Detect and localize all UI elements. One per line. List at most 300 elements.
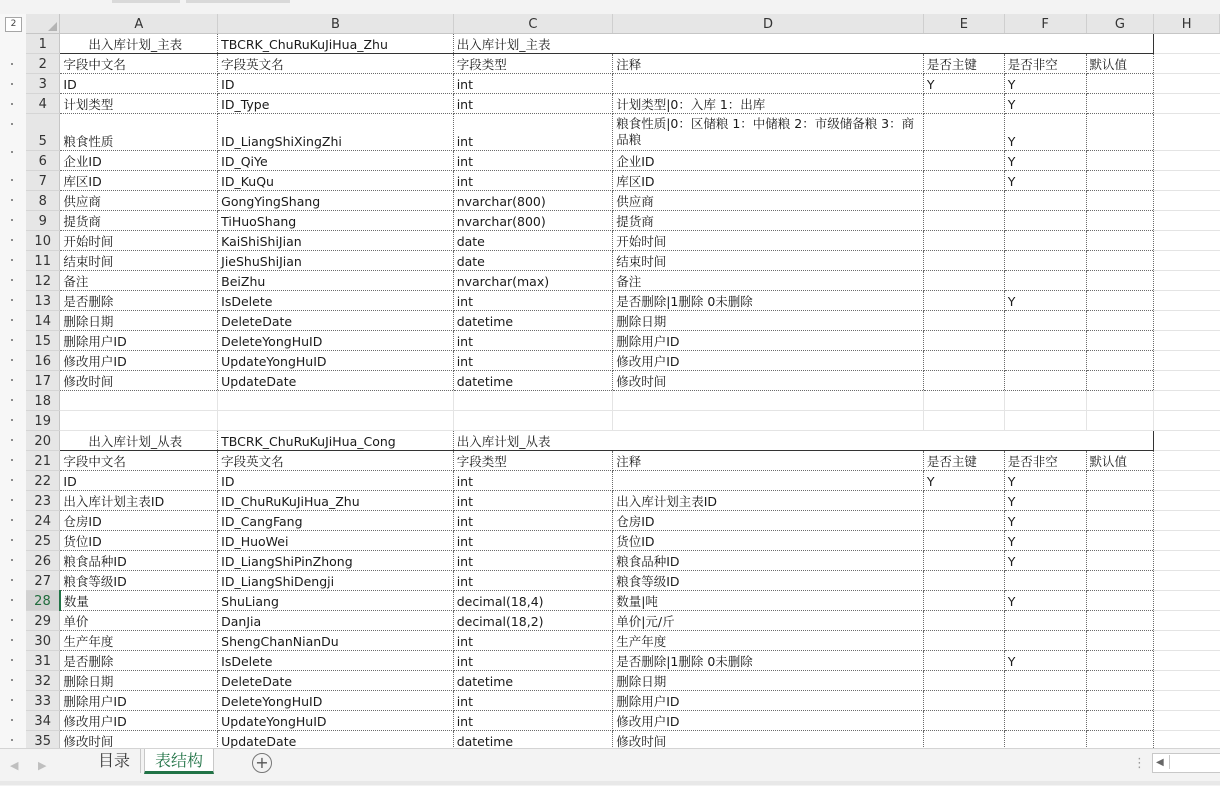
cell[interactable] (923, 311, 1004, 331)
cell[interactable] (923, 231, 1004, 251)
sheet-tab-directory[interactable]: 目录 (88, 749, 141, 773)
row-header[interactable]: 28 (26, 591, 60, 611)
cell[interactable]: 修改用户ID (60, 351, 218, 371)
cell[interactable] (1154, 54, 1220, 74)
cell[interactable]: 库区ID (60, 171, 218, 191)
header-cell[interactable]: 默认值 (1086, 451, 1154, 471)
cell[interactable]: Y (1004, 511, 1086, 531)
cell[interactable]: 删除日期 (613, 671, 924, 691)
cell[interactable]: int (453, 511, 613, 531)
cell[interactable]: 粮食等级ID (613, 571, 924, 591)
row-header[interactable]: 17 (26, 371, 60, 391)
cell[interactable] (1154, 691, 1220, 711)
cell[interactable]: 修改用户ID (60, 711, 218, 731)
triangle-left-icon[interactable]: ◀ (1156, 757, 1164, 768)
cell[interactable]: 删除日期 (60, 311, 218, 331)
cell[interactable]: 供应商 (613, 191, 924, 211)
row-header[interactable]: 27 (26, 571, 60, 591)
cell[interactable] (1086, 551, 1154, 571)
cell[interactable] (923, 391, 1004, 411)
cell[interactable]: Y (1004, 551, 1086, 571)
cell[interactable] (1086, 531, 1154, 551)
row-header[interactable]: 7 (26, 171, 60, 191)
cell[interactable]: Y (923, 471, 1004, 491)
cell[interactable]: 仓房ID (613, 511, 924, 531)
table-title-cell[interactable]: 出入库计划_从表 (453, 431, 1154, 451)
cell[interactable]: int (453, 531, 613, 551)
column-header[interactable]: B (218, 14, 454, 34)
cell[interactable]: IsDelete (218, 651, 454, 671)
cell[interactable] (1004, 411, 1086, 431)
cell[interactable] (1086, 651, 1154, 671)
cell[interactable]: 删除用户ID (60, 691, 218, 711)
cell[interactable]: 出入库计划主表ID (613, 491, 924, 511)
row-header[interactable]: 30 (26, 631, 60, 651)
cell[interactable]: ID (218, 471, 454, 491)
cell[interactable] (923, 651, 1004, 671)
row-header[interactable]: 8 (26, 191, 60, 211)
cell[interactable]: 开始时间 (60, 231, 218, 251)
cell[interactable]: UpdateYongHuID (218, 711, 454, 731)
cell[interactable] (1086, 731, 1154, 749)
cell[interactable] (923, 551, 1004, 571)
cell[interactable] (1086, 391, 1154, 411)
cell[interactable] (1154, 151, 1220, 171)
row-header[interactable]: 11 (26, 251, 60, 271)
cell[interactable]: 货位ID (613, 531, 924, 551)
cell[interactable] (1154, 251, 1220, 271)
header-cell[interactable]: 字段英文名 (218, 54, 454, 74)
cell[interactable] (1004, 571, 1086, 591)
cell[interactable] (1154, 531, 1220, 551)
cell[interactable]: 备注 (613, 271, 924, 291)
outline-level-button[interactable]: 2 (5, 17, 22, 32)
cell[interactable] (1154, 94, 1220, 114)
cell[interactable]: 出入库计划主表ID (60, 491, 218, 511)
cell[interactable]: Y (1004, 291, 1086, 311)
cell[interactable]: int (453, 94, 613, 114)
cell[interactable]: ID_LiangShiDengji (218, 571, 454, 591)
cell[interactable]: int (453, 151, 613, 171)
cell[interactable] (1004, 271, 1086, 291)
column-header[interactable]: H (1154, 14, 1220, 34)
cell[interactable] (1154, 74, 1220, 94)
row-header[interactable]: 20 (26, 431, 60, 451)
cell[interactable] (923, 691, 1004, 711)
cell[interactable] (1086, 94, 1154, 114)
cell[interactable] (1154, 231, 1220, 251)
table-title-cell[interactable]: TBCRK_ChuRuKuJiHua_Cong (218, 431, 454, 451)
cell[interactable]: BeiZhu (218, 271, 454, 291)
cell[interactable]: UpdateDate (218, 371, 454, 391)
cell[interactable]: ID_LiangShiXingZhi (218, 114, 454, 151)
plus-circle-icon[interactable]: + (252, 753, 272, 773)
cell[interactable]: Y (923, 74, 1004, 94)
row-header[interactable]: 24 (26, 511, 60, 531)
cell[interactable]: 删除用户ID (60, 331, 218, 351)
cell[interactable] (1086, 411, 1154, 431)
cell[interactable] (1086, 171, 1154, 191)
cell[interactable] (923, 571, 1004, 591)
row-header[interactable]: 26 (26, 551, 60, 571)
cell[interactable] (1086, 291, 1154, 311)
cell[interactable] (1154, 431, 1220, 451)
cell[interactable] (1004, 331, 1086, 351)
cell[interactable]: Y (1004, 114, 1086, 151)
cell[interactable]: decimal(18,4) (453, 591, 613, 611)
row-header[interactable]: 33 (26, 691, 60, 711)
cell[interactable] (923, 251, 1004, 271)
cell[interactable]: int (453, 291, 613, 311)
row-header[interactable]: 34 (26, 711, 60, 731)
cell[interactable]: 删除日期 (613, 311, 924, 331)
cell[interactable] (1086, 671, 1154, 691)
header-cell[interactable]: 是否非空 (1004, 54, 1086, 74)
cell[interactable]: 企业ID (60, 151, 218, 171)
row-header[interactable]: 12 (26, 271, 60, 291)
cell[interactable]: 是否删除|1删除 0未删除 (613, 651, 924, 671)
row-header[interactable]: 14 (26, 311, 60, 331)
cell[interactable] (923, 151, 1004, 171)
cell[interactable]: 仓房ID (60, 511, 218, 531)
cell[interactable] (1154, 451, 1220, 471)
header-cell[interactable]: 注释 (613, 451, 924, 471)
cell[interactable] (60, 411, 218, 431)
cell[interactable]: ID_HuoWei (218, 531, 454, 551)
cell[interactable]: ID_Type (218, 94, 454, 114)
cell[interactable]: int (453, 471, 613, 491)
cell[interactable] (1154, 471, 1220, 491)
cell[interactable]: 是否删除|1删除 0未删除 (613, 291, 924, 311)
cell[interactable] (1004, 611, 1086, 631)
horizontal-scrollbar[interactable] (1152, 753, 1220, 773)
row-header[interactable]: 22 (26, 471, 60, 491)
row-header[interactable]: 23 (26, 491, 60, 511)
cell[interactable]: date (453, 231, 613, 251)
header-cell[interactable]: 注释 (613, 54, 924, 74)
row-header[interactable]: 15 (26, 331, 60, 351)
cell[interactable] (1086, 471, 1154, 491)
header-cell[interactable]: 是否主键 (923, 451, 1004, 471)
cell[interactable] (613, 471, 924, 491)
cell[interactable] (1154, 371, 1220, 391)
cell[interactable]: 结束时间 (60, 251, 218, 271)
cell[interactable] (923, 491, 1004, 511)
cell[interactable] (1154, 34, 1220, 54)
cell[interactable]: int (453, 351, 613, 371)
cell[interactable]: 删除日期 (60, 671, 218, 691)
table-title-cell[interactable]: 出入库计划_主表 (453, 34, 1154, 54)
cell[interactable] (1154, 171, 1220, 191)
header-cell[interactable]: 字段英文名 (218, 451, 454, 471)
row-header[interactable]: 3 (26, 74, 60, 94)
cell[interactable] (1154, 511, 1220, 531)
cell[interactable]: 提货商 (613, 211, 924, 231)
cell[interactable]: 修改时间 (60, 371, 218, 391)
cell[interactable] (218, 391, 454, 411)
cell[interactable] (1004, 311, 1086, 331)
cell[interactable]: 是否删除 (60, 651, 218, 671)
cell[interactable] (923, 271, 1004, 291)
cell[interactable]: nvarchar(800) (453, 191, 613, 211)
cell[interactable] (1086, 571, 1154, 591)
row-header[interactable]: 18 (26, 391, 60, 411)
cell[interactable]: 货位ID (60, 531, 218, 551)
cell[interactable]: Y (1004, 171, 1086, 191)
cell[interactable]: int (453, 571, 613, 591)
cell[interactable] (923, 731, 1004, 749)
cell[interactable] (923, 291, 1004, 311)
cell[interactable]: DeleteYongHuID (218, 691, 454, 711)
column-header[interactable]: E (923, 14, 1004, 34)
cell[interactable]: 粮食等级ID (60, 571, 218, 591)
header-cell[interactable]: 默认值 (1086, 54, 1154, 74)
cell[interactable]: KaiShiShiJian (218, 231, 454, 251)
row-header[interactable]: 4 (26, 94, 60, 114)
cell[interactable] (1154, 651, 1220, 671)
cell[interactable]: Y (1004, 531, 1086, 551)
cell[interactable] (1086, 74, 1154, 94)
column-header[interactable]: D (613, 14, 924, 34)
cell[interactable]: datetime (453, 671, 613, 691)
cell[interactable] (1086, 491, 1154, 511)
cell[interactable] (1154, 411, 1220, 431)
cell[interactable]: 粮食品种ID (60, 551, 218, 571)
cell[interactable] (60, 391, 218, 411)
cell[interactable]: int (453, 114, 613, 151)
cell[interactable]: ID (218, 74, 454, 94)
cell[interactable]: DeleteDate (218, 671, 454, 691)
worksheet-grid[interactable] (26, 14, 1220, 748)
cell[interactable] (218, 411, 454, 431)
cell[interactable]: ID (60, 471, 218, 491)
cell[interactable]: int (453, 691, 613, 711)
cell[interactable] (1154, 351, 1220, 371)
cell[interactable] (1086, 191, 1154, 211)
row-header[interactable]: 35 (26, 731, 60, 749)
cell[interactable]: 提货商 (60, 211, 218, 231)
column-header[interactable]: G (1086, 14, 1154, 34)
cell[interactable]: 供应商 (60, 191, 218, 211)
cell[interactable]: 粮食品种ID (613, 551, 924, 571)
cell[interactable]: Y (1004, 471, 1086, 491)
cell[interactable]: 修改用户ID (613, 351, 924, 371)
column-header[interactable]: F (1004, 14, 1086, 34)
table-title-cell[interactable]: 出入库计划_从表 (60, 431, 218, 451)
cell[interactable] (1154, 491, 1220, 511)
cell[interactable]: Y (1004, 491, 1086, 511)
cell[interactable]: 开始时间 (613, 231, 924, 251)
cell[interactable]: 计划类型 (60, 94, 218, 114)
cell[interactable]: int (453, 74, 613, 94)
cell[interactable] (923, 171, 1004, 191)
cell[interactable] (1154, 271, 1220, 291)
cell[interactable]: ID_LiangShiPinZhong (218, 551, 454, 571)
cell[interactable]: datetime (453, 371, 613, 391)
cell[interactable]: DeleteYongHuID (218, 331, 454, 351)
cell[interactable] (1154, 571, 1220, 591)
cell[interactable] (1154, 591, 1220, 611)
cell[interactable]: ID (60, 74, 218, 94)
row-header[interactable]: 1 (26, 34, 60, 54)
cell[interactable] (1004, 351, 1086, 371)
row-header[interactable]: 9 (26, 211, 60, 231)
cell[interactable]: UpdateDate (218, 731, 454, 749)
header-cell[interactable]: 字段类型 (453, 54, 613, 74)
cell[interactable]: int (453, 491, 613, 511)
cell[interactable]: 库区ID (613, 171, 924, 191)
cell[interactable]: 数量|吨 (613, 591, 924, 611)
cell[interactable] (1086, 691, 1154, 711)
cell[interactable] (1154, 291, 1220, 311)
cell[interactable] (1154, 671, 1220, 691)
cell[interactable] (1004, 231, 1086, 251)
cell[interactable]: 企业ID (613, 151, 924, 171)
cell[interactable]: int (453, 711, 613, 731)
cell[interactable] (1004, 251, 1086, 271)
cell[interactable] (613, 391, 924, 411)
cell[interactable]: datetime (453, 731, 613, 749)
cell[interactable]: int (453, 171, 613, 191)
cell[interactable] (1154, 211, 1220, 231)
cell[interactable]: decimal(18,2) (453, 611, 613, 631)
triangle-right-icon[interactable]: ▶ (38, 759, 47, 772)
cell[interactable] (1086, 611, 1154, 631)
cell[interactable] (923, 191, 1004, 211)
cell[interactable] (1154, 191, 1220, 211)
cell[interactable]: 修改时间 (60, 731, 218, 749)
column-header[interactable]: A (60, 14, 218, 34)
row-header[interactable]: 32 (26, 671, 60, 691)
cell[interactable]: 单价|元/斤 (613, 611, 924, 631)
cell[interactable]: ID_CangFang (218, 511, 454, 531)
cell[interactable]: UpdateYongHuID (218, 351, 454, 371)
cell[interactable]: 删除用户ID (613, 331, 924, 351)
cell[interactable] (1004, 371, 1086, 391)
cell[interactable]: 备注 (60, 271, 218, 291)
cell[interactable] (1004, 391, 1086, 411)
cell[interactable] (1154, 631, 1220, 651)
header-cell[interactable]: 是否非空 (1004, 451, 1086, 471)
cell[interactable] (1086, 151, 1154, 171)
cell[interactable] (1004, 711, 1086, 731)
cell[interactable]: int (453, 631, 613, 651)
cell[interactable]: int (453, 651, 613, 671)
cell[interactable] (923, 94, 1004, 114)
cell[interactable]: 修改时间 (613, 371, 924, 391)
cell[interactable] (1004, 731, 1086, 749)
cell[interactable] (923, 671, 1004, 691)
cell[interactable]: int (453, 551, 613, 571)
cell[interactable]: Y (1004, 591, 1086, 611)
cell[interactable]: int (453, 331, 613, 351)
cell[interactable] (1004, 671, 1086, 691)
cell[interactable] (1086, 371, 1154, 391)
table-title-cell[interactable]: 出入库计划_主表 (60, 34, 218, 54)
cell[interactable] (1086, 631, 1154, 651)
cell[interactable]: 数量 (60, 591, 218, 611)
cell[interactable] (1154, 331, 1220, 351)
cell[interactable] (923, 511, 1004, 531)
cell[interactable]: ShengChanNianDu (218, 631, 454, 651)
cell[interactable] (453, 391, 613, 411)
table-title-cell[interactable]: TBCRK_ChuRuKuJiHua_Zhu (218, 34, 454, 54)
cell[interactable]: IsDelete (218, 291, 454, 311)
cell[interactable] (1086, 711, 1154, 731)
cell[interactable]: TiHuoShang (218, 211, 454, 231)
cell[interactable] (923, 711, 1004, 731)
cell[interactable]: ID_QiYe (218, 151, 454, 171)
cell[interactable]: 计划类型|0：入库 1：出库 (613, 94, 924, 114)
cell[interactable]: DeleteDate (218, 311, 454, 331)
cell[interactable] (1086, 271, 1154, 291)
cell[interactable] (1086, 511, 1154, 531)
cell[interactable] (1154, 391, 1220, 411)
sheet-tab-table-structure[interactable]: 表结构 (144, 749, 214, 774)
cell[interactable]: 粮食性质 (60, 114, 218, 151)
cell[interactable] (1154, 611, 1220, 631)
column-header[interactable]: C (453, 14, 613, 34)
row-header[interactable]: 25 (26, 531, 60, 551)
row-header[interactable]: 29 (26, 611, 60, 631)
cell[interactable] (1086, 311, 1154, 331)
cell[interactable] (1004, 631, 1086, 651)
cell[interactable] (1086, 251, 1154, 271)
cell[interactable]: Y (1004, 74, 1086, 94)
cell[interactable] (1154, 711, 1220, 731)
row-header[interactable]: 2 (26, 54, 60, 74)
cell[interactable] (1086, 114, 1154, 151)
row-header[interactable]: 16 (26, 351, 60, 371)
cell[interactable] (1154, 551, 1220, 571)
cell[interactable] (613, 74, 924, 94)
cell[interactable] (1154, 114, 1220, 151)
cell[interactable]: JieShuShiJian (218, 251, 454, 271)
cell[interactable]: nvarchar(800) (453, 211, 613, 231)
cell[interactable]: 结束时间 (613, 251, 924, 271)
select-all-corner[interactable] (26, 14, 60, 34)
row-header[interactable]: 6 (26, 151, 60, 171)
cell[interactable] (1086, 351, 1154, 371)
header-cell[interactable]: 字段中文名 (60, 54, 218, 74)
cell[interactable] (923, 591, 1004, 611)
triangle-left-icon[interactable]: ◀ (10, 759, 19, 772)
cell[interactable] (923, 531, 1004, 551)
row-header[interactable]: 31 (26, 651, 60, 671)
header-cell[interactable]: 是否主键 (923, 54, 1004, 74)
cell[interactable]: 删除用户ID (613, 691, 924, 711)
cell[interactable]: 修改时间 (613, 731, 924, 749)
cell[interactable]: 生产年度 (613, 631, 924, 651)
row-header[interactable]: 10 (26, 231, 60, 251)
row-header[interactable]: 21 (26, 451, 60, 471)
cell[interactable] (923, 211, 1004, 231)
cell[interactable]: GongYingShang (218, 191, 454, 211)
cell[interactable] (1086, 231, 1154, 251)
cell[interactable] (923, 331, 1004, 351)
cell[interactable]: DanJia (218, 611, 454, 631)
cell[interactable]: ID_KuQu (218, 171, 454, 191)
cell[interactable]: datetime (453, 311, 613, 331)
cell[interactable] (1004, 691, 1086, 711)
cell[interactable] (1086, 211, 1154, 231)
cell[interactable]: nvarchar(max) (453, 271, 613, 291)
cell[interactable] (923, 371, 1004, 391)
cell[interactable] (923, 631, 1004, 651)
cell[interactable]: Y (1004, 94, 1086, 114)
cell[interactable]: ShuLiang (218, 591, 454, 611)
cell[interactable]: ID_ChuRuKuJiHua_Zhu (218, 491, 454, 511)
